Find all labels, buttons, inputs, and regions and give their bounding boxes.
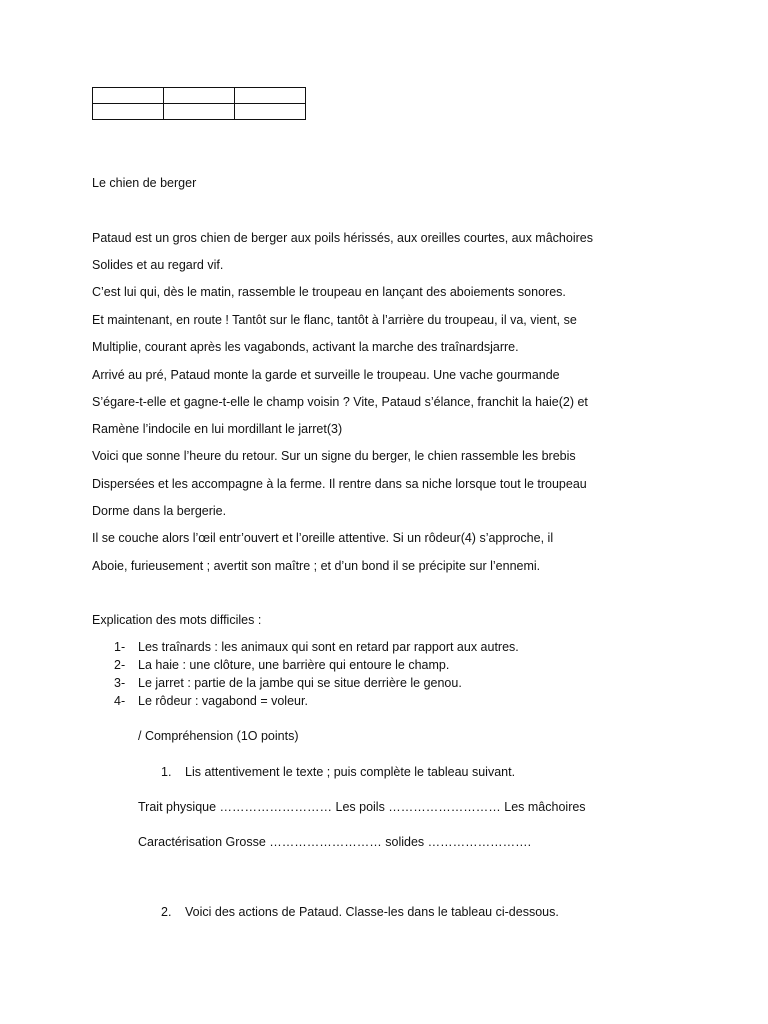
list-item: Le jarret : partie de la jambe qui se situe derrière le genou. xyxy=(138,676,462,690)
text-line: Dorme dans la bergerie. xyxy=(92,504,227,518)
fill-in-row-physique: Trait physique ……………………… Les poils ……………………… Les mâchoires xyxy=(138,800,586,814)
table-cell xyxy=(235,104,306,120)
text-line: Dispersées et les accompagne à la ferme. Il rentre dans sa niche lorsque tout le troupeau xyxy=(92,477,587,491)
text-line: S’égare-t-elle et gagne-t-elle le champ voisin ? Vite, Pataud s’élance, franchit la haie(2) et xyxy=(92,395,588,409)
question-number: 1. xyxy=(161,765,172,779)
table-cell xyxy=(164,88,235,104)
vocab-heading: Explication des mots difficiles : xyxy=(92,613,262,627)
text-line: Pataud est un gros chien de berger aux poils hérissés, aux oreilles courtes, aux mâchoires xyxy=(92,231,593,245)
list-item: La haie : une clôture, une barrière qui entoure le champ. xyxy=(138,658,450,672)
text-line: Multiplie, courant après les vagabonds, activant la marche des traînardsjarre. xyxy=(92,340,519,354)
text-line: Voici que sonne l’heure du retour. Sur un signe du berger, le chien rassemble les brebis xyxy=(92,449,576,463)
text-line: C’est lui qui, dès le matin, rassemble le troupeau en lançant des aboiements sonores. xyxy=(92,285,566,299)
table-cell xyxy=(164,104,235,120)
table-row xyxy=(93,88,306,104)
table-cell xyxy=(235,88,306,104)
list-item: Les traînards : les animaux qui sont en retard par rapport aux autres. xyxy=(138,640,519,654)
text-line: Et maintenant, en route ! Tantôt sur le flanc, tantôt à l’arrière du troupeau, il va, vient, se xyxy=(92,313,577,327)
list-item-number: 4- xyxy=(114,694,126,708)
question-number: 2. xyxy=(161,905,172,919)
list-item: Le rôdeur : vagabond = voleur. xyxy=(138,694,308,708)
document-title: Le chien de berger xyxy=(92,176,197,190)
text-line: Arrivé au pré, Pataud monte la garde et surveille le troupeau. Une vache gourmande xyxy=(92,368,560,382)
table-cell xyxy=(93,88,164,104)
blank-header-table xyxy=(92,87,306,120)
comprehension-heading: / Compréhension (1O points) xyxy=(138,729,299,743)
question-text: Lis attentivement le texte ; puis complète le tableau suivant. xyxy=(185,765,516,779)
text-line: Ramène l’indocile en lui mordillant le jarret(3) xyxy=(92,422,343,436)
text-line: Solides et au regard vif. xyxy=(92,258,224,272)
text-line: Il se couche alors l’œil entr’ouvert et l’oreille attentive. Si un rôdeur(4) s’approche, il xyxy=(92,531,554,545)
list-item-number: 2- xyxy=(114,658,126,672)
text-line: Aboie, furieusement ; avertit son maître ; et d’un bond il se précipite sur l’ennemi. xyxy=(92,559,541,573)
table-row xyxy=(93,104,306,120)
table-cell xyxy=(93,104,164,120)
list-item-number: 3- xyxy=(114,676,126,690)
list-item-number: 1- xyxy=(114,640,126,654)
fill-in-row-caracterisation: Caractérisation Grosse ……………………… solides ……………………. xyxy=(138,835,532,849)
question-text: Voici des actions de Pataud. Classe-les dans le tableau ci-dessous. xyxy=(185,905,559,919)
